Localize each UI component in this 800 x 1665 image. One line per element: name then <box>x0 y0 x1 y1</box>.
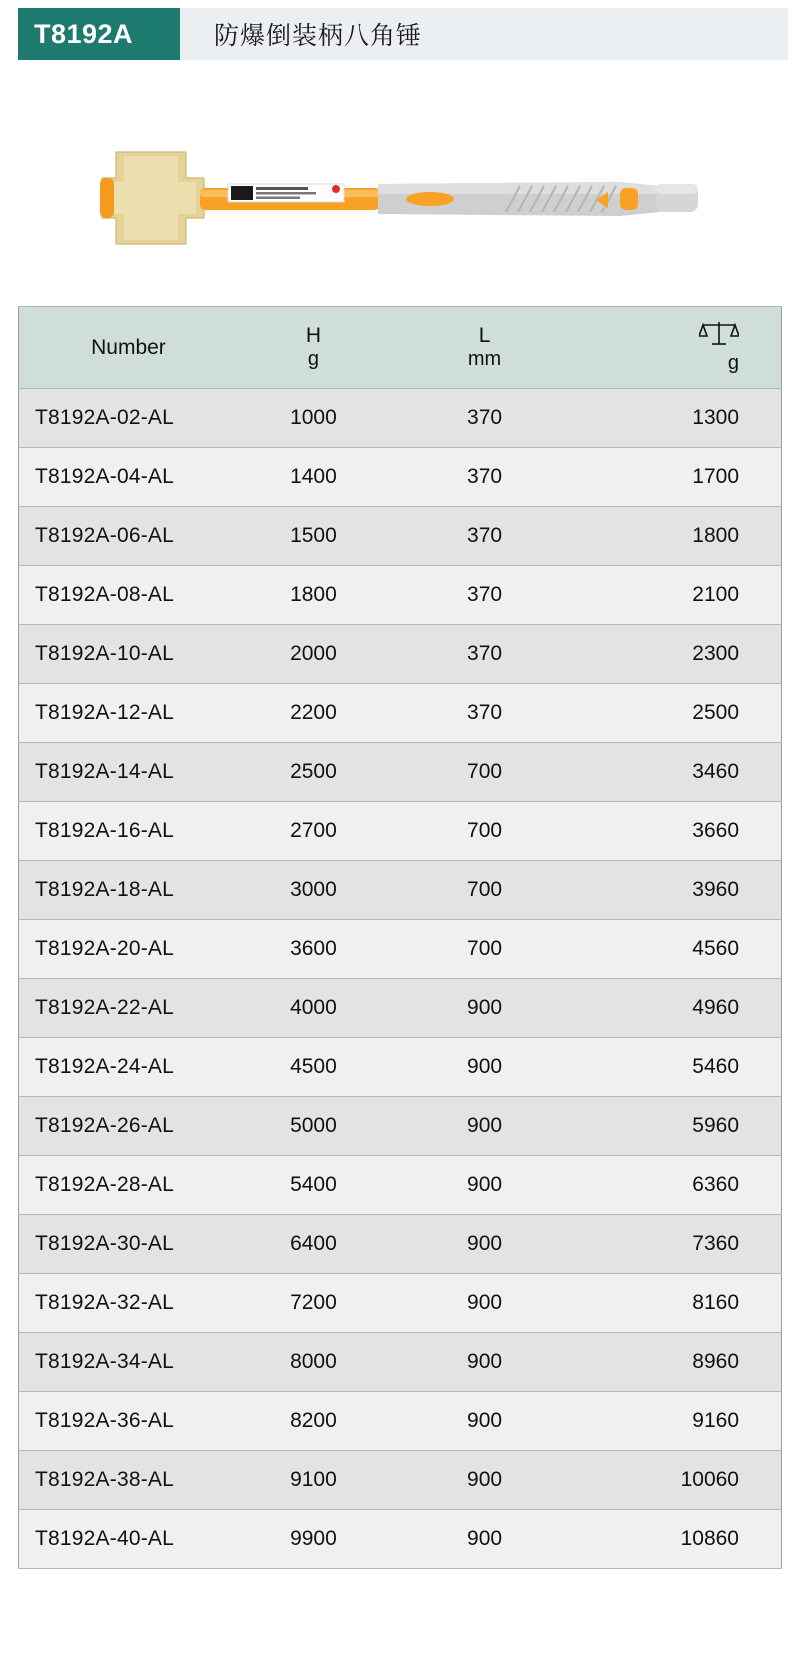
cell-h: 1500 <box>238 507 389 566</box>
cell-weight: 7360 <box>580 1215 781 1274</box>
cell-number: T8192A-12-AL <box>19 684 238 743</box>
cell-number: T8192A-22-AL <box>19 979 238 1038</box>
cell-number: T8192A-26-AL <box>19 1097 238 1156</box>
cell-l: 900 <box>389 1451 580 1510</box>
specification-table <box>18 306 782 1569</box>
column-header-number: Number <box>19 307 238 389</box>
cell-number: T8192A-34-AL <box>19 1333 238 1392</box>
cell-h: 1800 <box>238 566 389 625</box>
cell-h: 2700 <box>238 802 389 861</box>
cell-number: T8192A-16-AL <box>19 802 238 861</box>
cell-l: 370 <box>389 448 580 507</box>
cell-h: 8000 <box>238 1333 389 1392</box>
cell-number: T8192A-18-AL <box>19 861 238 920</box>
hammer-head-icon <box>102 152 204 244</box>
cell-h: 9900 <box>238 1510 389 1569</box>
balance-scale-icon <box>580 320 739 352</box>
cell-number: T8192A-32-AL <box>19 1274 238 1333</box>
cell-l: 900 <box>389 1392 580 1451</box>
cell-weight: 3660 <box>580 802 781 861</box>
table-row <box>19 1097 782 1156</box>
column-header-l <box>389 307 580 389</box>
cell-l: 700 <box>389 743 580 802</box>
product-header <box>18 8 788 60</box>
column-header-l-unit: mm <box>467 348 502 371</box>
cell-h: 7200 <box>238 1274 389 1333</box>
cell-number: T8192A-10-AL <box>19 625 238 684</box>
cell-h: 1000 <box>238 389 389 448</box>
product-code: T8192A <box>18 8 180 60</box>
cell-h: 2200 <box>238 684 389 743</box>
cell-weight: 6360 <box>580 1156 781 1215</box>
product-image-area <box>18 66 782 302</box>
cell-h: 5000 <box>238 1097 389 1156</box>
column-header-l-symbol: L <box>478 323 491 347</box>
cell-l: 370 <box>389 389 580 448</box>
table-row <box>19 448 782 507</box>
cell-weight: 1800 <box>580 507 781 566</box>
cell-h: 4000 <box>238 979 389 1038</box>
cell-h: 8200 <box>238 1392 389 1451</box>
cell-l: 700 <box>389 802 580 861</box>
catalog-page <box>0 8 800 1665</box>
table-row <box>19 1510 782 1569</box>
table-row <box>19 920 782 979</box>
cell-h: 4500 <box>238 1038 389 1097</box>
cell-number: T8192A-30-AL <box>19 1215 238 1274</box>
cell-h: 1400 <box>238 448 389 507</box>
cell-weight: 1700 <box>580 448 781 507</box>
table-row <box>19 861 782 920</box>
table-row <box>19 1333 782 1392</box>
cell-l: 700 <box>389 920 580 979</box>
cell-number: T8192A-28-AL <box>19 1156 238 1215</box>
cell-weight: 10060 <box>580 1451 781 1510</box>
column-header-weight <box>580 307 781 389</box>
cell-l: 900 <box>389 1156 580 1215</box>
cell-l: 900 <box>389 1215 580 1274</box>
table-header <box>19 307 782 389</box>
table-body <box>19 389 782 1569</box>
table-row <box>19 1392 782 1451</box>
column-header-weight-unit: g <box>727 352 739 375</box>
cell-h: 9100 <box>238 1451 389 1510</box>
table-row <box>19 802 782 861</box>
cell-number: T8192A-40-AL <box>19 1510 238 1569</box>
cell-h: 2000 <box>238 625 389 684</box>
column-header-h-symbol: H <box>305 323 322 347</box>
table-row <box>19 625 782 684</box>
cell-weight: 2100 <box>580 566 781 625</box>
cell-l: 370 <box>389 625 580 684</box>
cell-weight: 5960 <box>580 1097 781 1156</box>
cell-h: 3600 <box>238 920 389 979</box>
cell-l: 900 <box>389 1274 580 1333</box>
cell-weight: 1300 <box>580 389 781 448</box>
cell-l: 370 <box>389 507 580 566</box>
cell-number: T8192A-14-AL <box>19 743 238 802</box>
cell-l: 700 <box>389 861 580 920</box>
cell-number: T8192A-36-AL <box>19 1392 238 1451</box>
cell-weight: 8960 <box>580 1333 781 1392</box>
cell-weight: 5460 <box>580 1038 781 1097</box>
cell-weight: 2500 <box>580 684 781 743</box>
cell-h: 3000 <box>238 861 389 920</box>
cell-l: 370 <box>389 566 580 625</box>
cell-weight: 3960 <box>580 861 781 920</box>
cell-number: T8192A-20-AL <box>19 920 238 979</box>
cell-number: T8192A-04-AL <box>19 448 238 507</box>
cell-l: 900 <box>389 1333 580 1392</box>
cell-weight: 4960 <box>580 979 781 1038</box>
table-row <box>19 507 782 566</box>
cell-h: 2500 <box>238 743 389 802</box>
cell-number: T8192A-08-AL <box>19 566 238 625</box>
table-row <box>19 743 782 802</box>
cell-number: T8192A-06-AL <box>19 507 238 566</box>
cell-l: 900 <box>389 979 580 1038</box>
table-row <box>19 684 782 743</box>
column-header-h <box>238 307 389 389</box>
table-row <box>19 566 782 625</box>
cell-h: 5400 <box>238 1156 389 1215</box>
cell-weight: 4560 <box>580 920 781 979</box>
table-row <box>19 1038 782 1097</box>
cell-l: 900 <box>389 1038 580 1097</box>
table-header-row <box>19 307 782 389</box>
table-row <box>19 979 782 1038</box>
table-row <box>19 1156 782 1215</box>
cell-weight: 9160 <box>580 1392 781 1451</box>
cell-l: 370 <box>389 684 580 743</box>
cell-h: 6400 <box>238 1215 389 1274</box>
table-row <box>19 389 782 448</box>
cell-number: T8192A-24-AL <box>19 1038 238 1097</box>
table-row <box>19 1274 782 1333</box>
cell-number: T8192A-38-AL <box>19 1451 238 1510</box>
cell-number: T8192A-02-AL <box>19 389 238 448</box>
column-header-h-unit: g <box>307 348 319 371</box>
cell-weight: 3460 <box>580 743 781 802</box>
table-row <box>19 1215 782 1274</box>
cell-weight: 8160 <box>580 1274 781 1333</box>
table-row <box>19 1451 782 1510</box>
cell-weight: 10860 <box>580 1510 781 1569</box>
cell-weight: 2300 <box>580 625 781 684</box>
cell-l: 900 <box>389 1097 580 1156</box>
cell-l: 900 <box>389 1510 580 1569</box>
hammer-illustration <box>100 138 700 258</box>
product-title: 防爆倒装柄八角锤 <box>214 22 423 50</box>
